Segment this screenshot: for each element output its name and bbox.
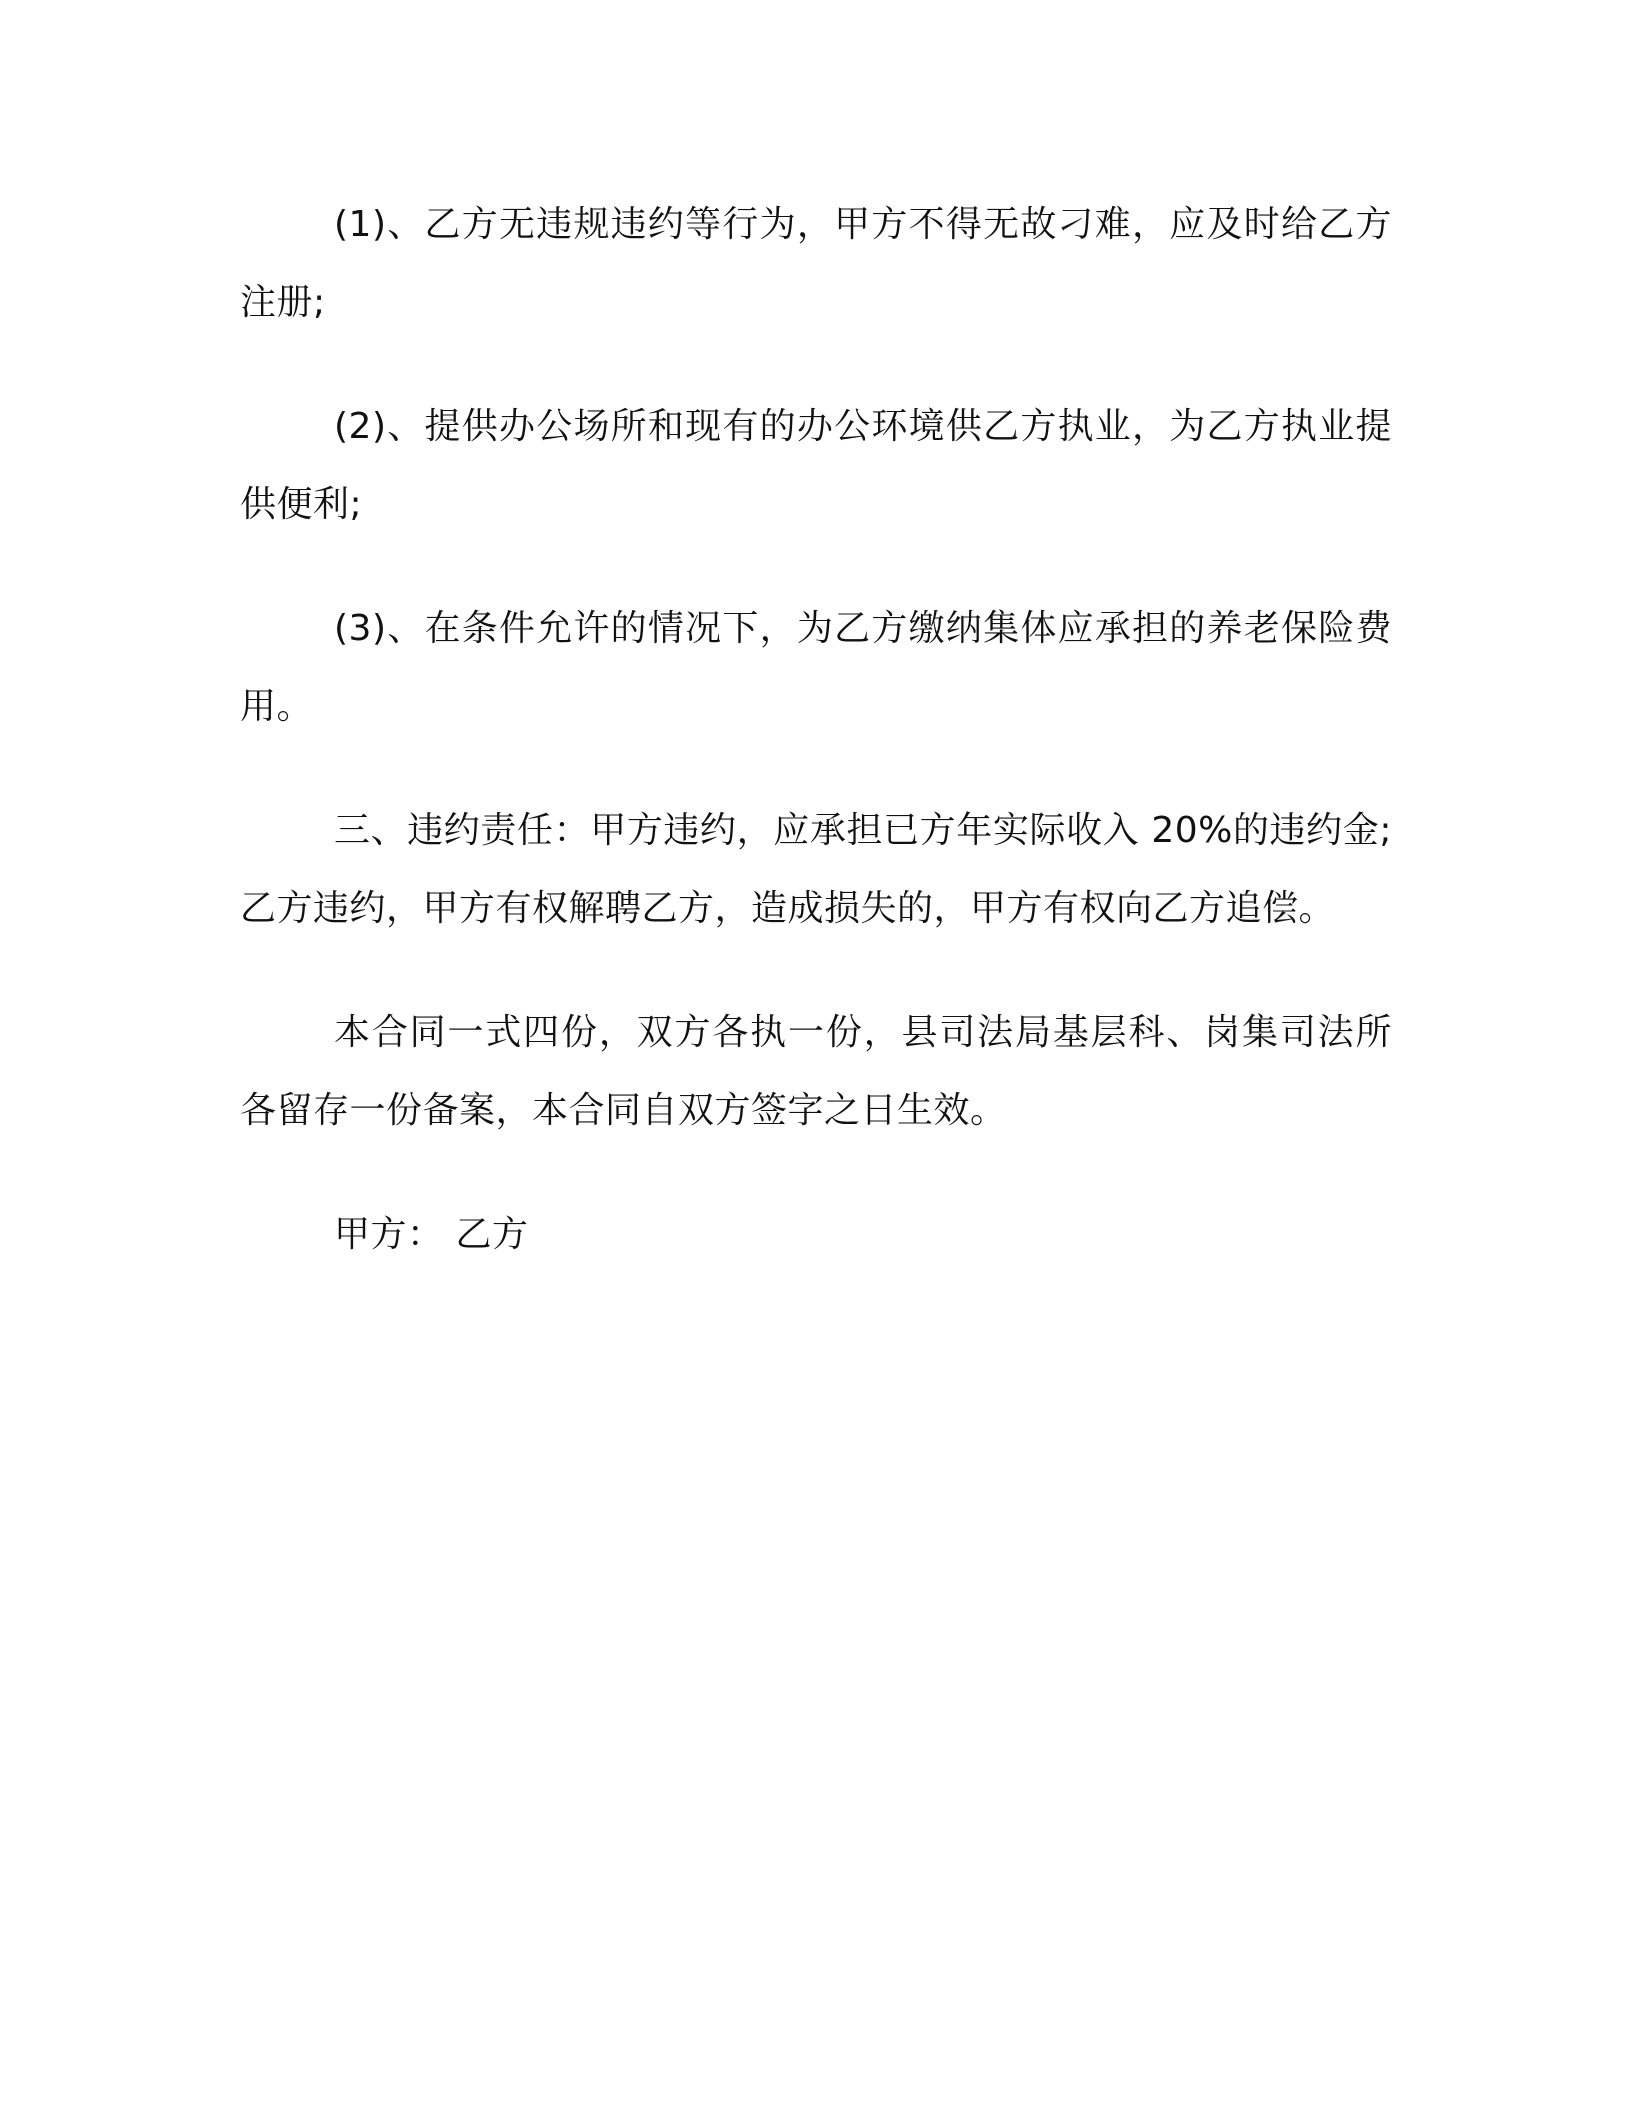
clause-3-paragraph: (3)、在条件允许的情况下，为乙方缴纳集体应承担的养老保险费用。 [240, 608, 1392, 727]
breach-liability-paragraph: 三、违约责任：甲方违约，应承担已方年实际收入 20%的违约金;乙方违约，甲方有权解聘乙方，造成损失的，甲方有权向乙方追偿。 [240, 810, 1392, 929]
document-page [240, 186, 1392, 1320]
clause-2-paragraph: (2)、提供办公场所和现有的办公环境供乙方执业，为乙方执业提供便利; [240, 406, 1392, 525]
signature-line: 甲方： 乙方 [334, 1214, 529, 1255]
clause-1-paragraph: (1)、乙方无违规违约等行为，甲方不得无故刁难，应及时给乙方注册; [240, 204, 1392, 323]
contract-copies-paragraph: 本合同一式四份，双方各执一份，县司法局基层科、岗集司法所各留存一份备案，本合同自双方签字之日生效。 [240, 1012, 1392, 1131]
